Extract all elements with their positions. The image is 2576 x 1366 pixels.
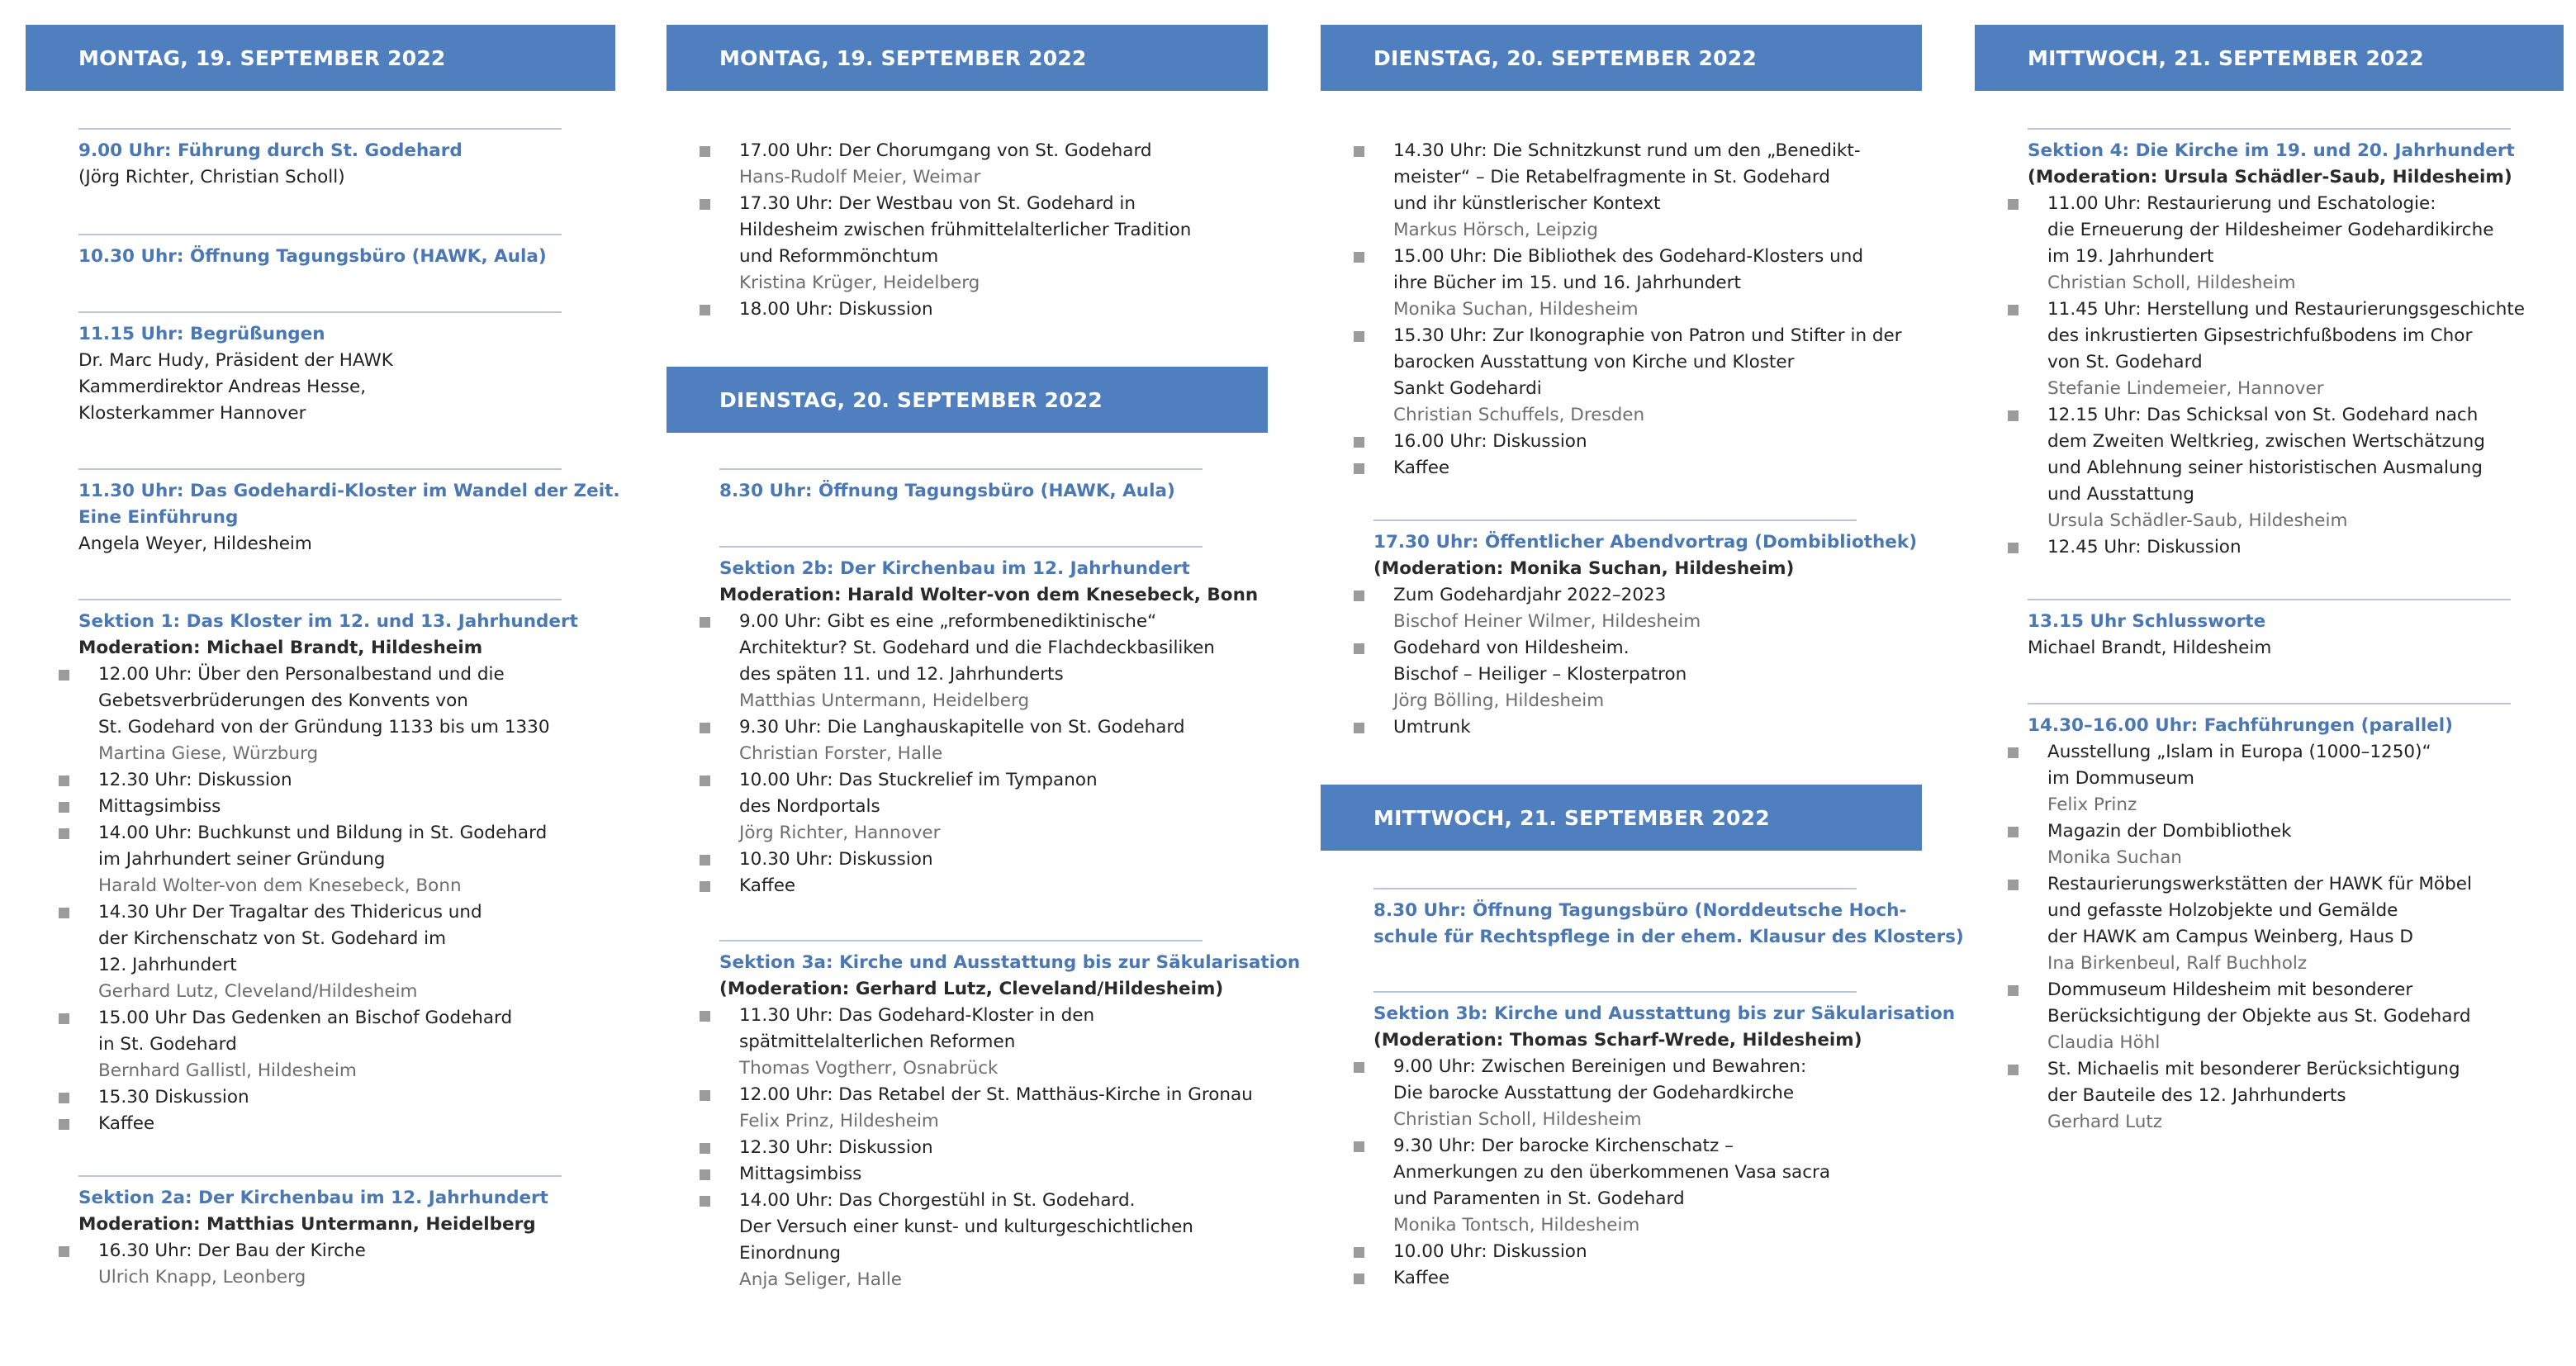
speaker-name: Ursula Schädler-Saub, Hildesheim (2047, 510, 2348, 531)
program-line: Berücksichtigung der Objekte aus St. Godehard (2047, 1006, 2471, 1027)
program-line: und Ablehnung seiner historistischen Ausmalung (2047, 458, 2483, 478)
program-block (1373, 888, 1964, 951)
session-title: schule für Rechtspflege in der ehem. Klausur des Klosters) (1373, 927, 1964, 947)
day-header: MITTWOCH, 21. SEPTEMBER 2022 (1975, 25, 2564, 91)
talk-item: 11.45 Uhr: Herstellung und Restaurierungsgeschichte (2028, 296, 2511, 323)
program-block (719, 468, 1203, 505)
session-title: 11.30 Uhr: Das Godehardi-Kloster im Wandel der Zeit. (78, 481, 620, 501)
day-header: DIENSTAG, 20. SEPTEMBER 2022 (667, 367, 1268, 433)
program-line: des späten 11. und 12. Jahrhunderts (739, 664, 1064, 685)
program-block (78, 234, 562, 270)
speaker-name: Jörg Bölling, Hildesheim (1393, 690, 1605, 711)
program-line: die Erneuerung der Hildesheimer Godehardikirche (2047, 220, 2494, 240)
speaker-name: Monika Tontsch, Hildesheim (1393, 1215, 1640, 1236)
talk-item: Ausstellung „Islam in Europa (1000–1250)“ (2028, 739, 2511, 766)
program-line: Architektur? St. Godehard und die Flachdeckbasiliken (739, 638, 1215, 658)
talk-item: Mittagsimbiss (78, 794, 562, 820)
talk-item: 9.00 Uhr: Zwischen Bereinigen und Bewahren: (1373, 1054, 1857, 1080)
speaker-name: Gerhard Lutz (2047, 1112, 2163, 1132)
talk-item: 12.00 Uhr: Über den Personalbestand und die (78, 662, 562, 688)
talk-item: 9.30 Uhr: Die Langhauskapitelle von St. Godehard (719, 714, 1203, 741)
talk-item: 14.30 Uhr: Die Schnitzkunst rund um den „Benedikt- (1373, 138, 1902, 164)
program-block (2028, 599, 2511, 662)
program-block (719, 546, 1259, 899)
talk-item: 11.30 Uhr: Das Godehard-Kloster in den (719, 1003, 1203, 1029)
speaker-name: Christian Schuffels, Dresden (1393, 405, 1645, 425)
program-line: Die barocke Ausstattung der Godehardkirche (1393, 1083, 1795, 1103)
session-title: 14.30–16.00 Uhr: Fachführungen (parallel) (2028, 715, 2453, 736)
speaker-name: Monika Suchan, Hildesheim (1393, 299, 1639, 320)
speaker-name: Thomas Vogtherr, Osnabrück (739, 1058, 999, 1079)
program-line: Dr. Marc Hudy, Präsident der HAWK (78, 350, 393, 371)
program-line: Kammerdirektor Andreas Hesse, (78, 377, 367, 397)
talk-item: 15.00 Uhr: Die Bibliothek des Godehard-Klosters und (1373, 244, 1902, 270)
session-title: Sektion 2b: Der Kirchenbau im 12. Jahrhundert (719, 558, 1190, 579)
program-line: der HAWK am Campus Weinberg, Haus D (2047, 927, 2413, 947)
speaker-name: Felix Prinz (2047, 794, 2137, 815)
program-line: spätmittelalterlichen Reformen (739, 1032, 1016, 1052)
program-line: von St. Godehard (2047, 352, 2203, 372)
speaker-name: Ulrich Knapp, Leonberg (98, 1267, 306, 1288)
program-block (719, 130, 1191, 323)
program-line: im Jahrhundert seiner Gründung (98, 849, 386, 870)
program-line: meister“ – Die Retabelfragmente in St. Godehard (1393, 167, 1830, 187)
speaker-name: Felix Prinz, Hildesheim (739, 1111, 939, 1131)
talk-item: 15.30 Diskussion (78, 1084, 562, 1111)
session-title: 9.00 Uhr: Führung durch St. Godehard (78, 140, 463, 161)
program-line: Der Versuch einer kunst- und kulturgeschichtlichen (739, 1217, 1193, 1237)
talk-item: 10.00 Uhr: Das Stuckrelief im Tympanon (719, 767, 1203, 794)
program-block (78, 128, 562, 191)
program-block (2028, 128, 2526, 561)
program-line: in St. Godehard (98, 1034, 237, 1055)
talk-item: 17.00 Uhr: Der Chorumgang von St. Godehard (719, 138, 1191, 164)
talk-item: Restaurierungswerkstätten der HAWK für Möbel (2028, 871, 2511, 898)
program-line: im Dommuseum (2047, 768, 2194, 789)
talk-item: 10.00 Uhr: Diskussion (1373, 1239, 1857, 1265)
program-block (719, 940, 1301, 1293)
talk-item: 10.30 Uhr: Diskussion (719, 847, 1203, 873)
moderation-line: Moderation: Matthias Untermann, Heidelberg (78, 1214, 536, 1235)
program-line: und Reformmönchtum (739, 246, 939, 267)
speaker-name: Christian Forster, Halle (739, 743, 943, 764)
program-line: Hildesheim zwischen frühmittelalterlicher Tradition (739, 220, 1192, 240)
session-title: 11.15 Uhr: Begrüßungen (78, 324, 325, 344)
program-line: Bischof – Heiliger – Klosterpatron (1393, 664, 1687, 685)
talk-item: 14.00 Uhr: Das Chorgestühl in St. Godehard. (719, 1188, 1203, 1214)
moderation-line: (Moderation: Ursula Schädler-Saub, Hildesheim) (2028, 167, 2512, 187)
talk-item: Zum Godehardjahr 2022–2023 (1373, 582, 1857, 609)
program-line: Michael Brandt, Hildesheim (2028, 638, 2272, 658)
session-title: 8.30 Uhr: Öffnung Tagungsbüro (HAWK, Aula) (719, 481, 1175, 501)
moderation-line: (Moderation: Monika Suchan, Hildesheim) (1373, 558, 1795, 579)
speaker-name: Hans-Rudolf Meier, Weimar (739, 167, 981, 187)
program-line: Einordnung (739, 1243, 841, 1264)
day-header: DIENSTAG, 20. SEPTEMBER 2022 (1321, 25, 1922, 91)
talk-item: 16.30 Uhr: Der Bau der Kirche (78, 1238, 562, 1264)
program-line: des Nordportals (739, 796, 880, 817)
moderation-line: (Moderation: Thomas Scharf-Wrede, Hildesheim) (1373, 1030, 1862, 1051)
program-line: im 19. Jahrhundert (2047, 246, 2214, 267)
program-block (78, 599, 578, 1137)
talk-item: Godehard von Hildesheim. (1373, 635, 1857, 662)
speaker-name: Jörg Richter, Hannover (739, 823, 941, 843)
program-line: barocken Ausstattung von Kirche und Kloster (1393, 352, 1795, 372)
speaker-name: Christian Scholl, Hildesheim (2047, 273, 2296, 293)
speaker-name: Claudia Höhl (2047, 1032, 2161, 1053)
speaker-name: Kristina Krüger, Heidelberg (739, 273, 980, 293)
talk-item: 17.30 Uhr: Der Westbau von St. Godehard in (719, 191, 1191, 217)
talk-item: St. Michaelis mit besonderer Berücksichtigung (2028, 1056, 2511, 1083)
talk-item: 12.30 Uhr: Diskussion (78, 767, 562, 794)
session-title: Sektion 3b: Kirche und Ausstattung bis zur Säkularisation (1373, 1003, 1956, 1024)
speaker-name: Gerhard Lutz, Cleveland/Hildesheim (98, 981, 418, 1002)
speaker-name: Bischof Heiner Wilmer, Hildesheim (1393, 611, 1701, 632)
talk-item: 15.30 Uhr: Zur Ikonographie von Patron und Stifter in der (1373, 323, 1902, 349)
session-title: 17.30 Uhr: Öffentlicher Abendvortrag (Dombibliothek) (1373, 532, 1918, 553)
program-block (1373, 991, 1956, 1292)
talk-item: Mittagsimbiss (719, 1161, 1203, 1188)
session-title: Eine Einführung (78, 507, 239, 528)
program-line: und Paramenten in St. Godehard (1393, 1188, 1685, 1209)
talk-item: Umtrunk (1373, 714, 1857, 741)
day-header: MITTWOCH, 21. SEPTEMBER 2022 (1321, 785, 1922, 851)
program-line: und ihr künstlerischer Kontext (1393, 193, 1661, 214)
session-title: Sektion 1: Das Kloster im 12. und 13. Jahrhundert (78, 611, 578, 632)
program-line: Sankt Godehardi (1393, 378, 1542, 399)
program-line: Anmerkungen zu den überkommenen Vasa sacra (1393, 1162, 1831, 1183)
program-line: (Jörg Richter, Christian Scholl) (78, 167, 345, 187)
session-title: Sektion 4: Die Kirche im 19. und 20. Jahrhundert (2028, 140, 2515, 161)
session-title: 8.30 Uhr: Öffnung Tagungsbüro (Norddeutsche Hoch- (1373, 900, 1907, 921)
program-line: und Ausstattung (2047, 484, 2194, 505)
talk-item: Magazin der Dombibliothek (2028, 818, 2511, 845)
talk-item: 12.30 Uhr: Diskussion (719, 1135, 1203, 1161)
program-line: Klosterkammer Hannover (78, 403, 306, 424)
program-line: ihre Bücher im 15. und 16. Jahrhundert (1393, 273, 1741, 293)
speaker-name: Markus Hörsch, Leipzig (1393, 220, 1598, 240)
program-block (1373, 519, 1918, 741)
speaker-name: Christian Scholl, Hildesheim (1393, 1109, 1642, 1130)
talk-item: Kaffee (78, 1111, 562, 1137)
speaker-name: Matthias Untermann, Heidelberg (739, 690, 1030, 711)
talk-item: 12.45 Uhr: Diskussion (2028, 534, 2511, 561)
program-block (1373, 130, 1902, 481)
talk-item: 9.30 Uhr: Der barocke Kirchenschatz – (1373, 1133, 1857, 1160)
program-line: dem Zweiten Weltkrieg, zwischen Wertschätzung (2047, 431, 2485, 452)
talk-item: 11.00 Uhr: Restaurierung und Eschatologie: (2028, 191, 2511, 217)
program-line: des inkrustierten Gipsestrichfußbodens im Chor (2047, 325, 2473, 346)
program-line: St. Godehard von der Gründung 1133 bis um 1330 (98, 717, 550, 738)
speaker-name: Stefanie Lindemeier, Hannover (2047, 378, 2324, 399)
session-title: 10.30 Uhr: Öffnung Tagungsbüro (HAWK, Aula) (78, 246, 547, 267)
talk-item: 18.00 Uhr: Diskussion (719, 296, 1191, 323)
talk-item: 12.15 Uhr: Das Schicksal von St. Godehard nach (2028, 402, 2511, 429)
talk-item: Kaffee (1373, 1265, 1857, 1292)
program-line: 12. Jahrhundert (98, 955, 237, 975)
program-line: Angela Weyer, Hildesheim (78, 534, 312, 554)
program-block (78, 1175, 562, 1291)
speaker-name: Anja Seliger, Halle (739, 1269, 903, 1290)
talk-item: Kaffee (719, 873, 1203, 899)
talk-item: 15.00 Uhr Das Gedenken an Bischof Godehard (78, 1005, 562, 1032)
talk-item: 14.00 Uhr: Buchkunst und Bildung in St. Godehard (78, 820, 562, 847)
program-line: der Bauteile des 12. Jahrhunderts (2047, 1085, 2346, 1106)
program-block (2028, 703, 2511, 1136)
moderation-line: (Moderation: Gerhard Lutz, Cleveland/Hildesheim) (719, 979, 1224, 999)
talk-item: Kaffee (1373, 455, 1902, 481)
talk-item: 16.00 Uhr: Diskussion (1373, 429, 1902, 455)
speaker-name: Monika Suchan (2047, 847, 2182, 868)
program-line: Gebetsverbrüderungen des Konvents von (98, 690, 468, 711)
speaker-name: Ina Birkenbeul, Ralf Buchholz (2047, 953, 2308, 974)
session-title: 13.15 Uhr Schlussworte (2028, 611, 2266, 632)
program-block (78, 468, 620, 557)
program-block (78, 311, 562, 427)
talk-item: Dommuseum Hildesheim mit besonderer (2028, 977, 2511, 1003)
day-header: MONTAG, 19. SEPTEMBER 2022 (26, 25, 615, 91)
talk-item: 9.00 Uhr: Gibt es eine „reformbenediktinische“ (719, 609, 1203, 635)
session-title: Sektion 3a: Kirche und Ausstattung bis zur Säkularisation (719, 952, 1301, 973)
moderation-line: Moderation: Harald Wolter-von dem Knesebeck, Bonn (719, 585, 1259, 605)
program-line: und gefasste Holzobjekte und Gemälde (2047, 900, 2398, 921)
program-line: der Kirchenschatz von St. Godehard im (98, 928, 447, 949)
speaker-name: Bernhard Gallistl, Hildesheim (98, 1060, 357, 1081)
speaker-name: Harald Wolter-von dem Knesebeck, Bonn (98, 875, 462, 896)
day-header: MONTAG, 19. SEPTEMBER 2022 (667, 25, 1268, 91)
talk-item: 12.00 Uhr: Das Retabel der St. Matthäus-Kirche in Gronau (719, 1082, 1203, 1108)
speaker-name: Martina Giese, Würzburg (98, 743, 319, 764)
moderation-line: Moderation: Michael Brandt, Hildesheim (78, 638, 483, 658)
session-title: Sektion 2a: Der Kirchenbau im 12. Jahrhundert (78, 1188, 548, 1208)
talk-item: 14.30 Uhr Der Tragaltar des Thidericus und (78, 899, 562, 926)
